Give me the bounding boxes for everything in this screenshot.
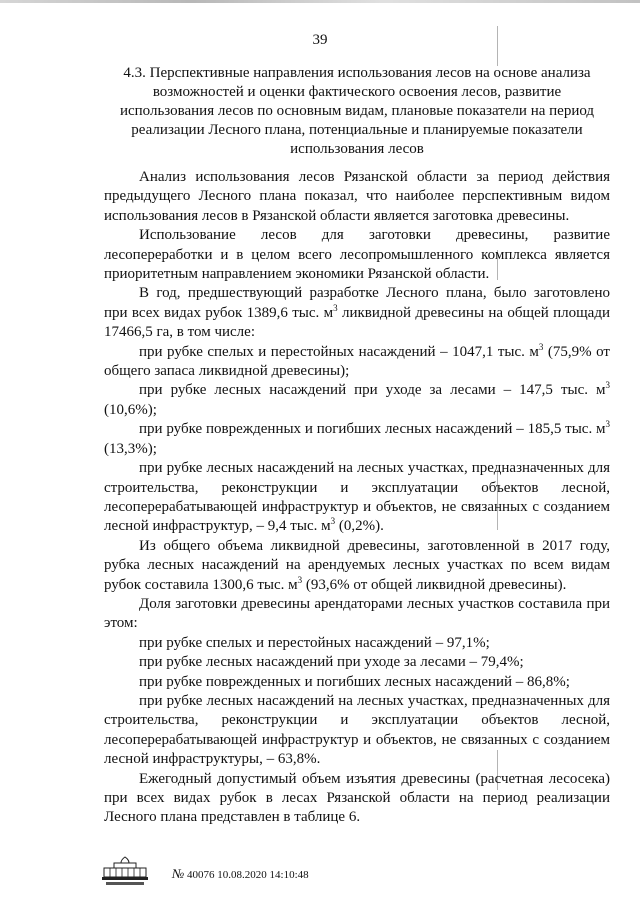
paragraph: Анализ использования лесов Рязанской области за период действия предыдущего Лесного плана показал, что наиболее перспективным видом использования лесов в Рязанской области является заготовка древесины. — [104, 169, 610, 224]
paragraph — [104, 284, 610, 342]
paragraph-text: ликвидной древесины на общей площади 17466,5 га, в том числе: — [104, 304, 611, 341]
list-item: при рубке спелых и перестойных насаждений – 97,1%; — [139, 634, 490, 651]
paragraph-text: (93,6% от общей ликвидной древесины). — [302, 576, 567, 593]
page-number: 39 — [312, 32, 328, 48]
list-item-text: при рубке спелых и перестойных насаждений – 1047,1 тыс. м — [139, 343, 539, 360]
list-item-text: при рубке лесных насаждений на лесных участках, предназначенных для строительства, реконструкции и эксплуатации объектов лесной, лесоперерабатывающей инфраструктур и объектов, не связанных с созданием лесной инфраструктур, – 9,4 тыс. м — [104, 460, 610, 535]
registration-footer — [100, 855, 420, 889]
registration-number: 40076 — [187, 869, 215, 881]
document-body — [104, 168, 610, 828]
paragraph-text: Из общего объема ликвидной древесины, заготовленной в 2017 году, рубка лесных насаждений на арендуемых лесных участках по всем видам рубок составила 1300,6 тыс. м — [104, 537, 610, 593]
registration-stamp-text — [172, 866, 309, 882]
scan-top-edge — [0, 0, 640, 3]
superscript: 3 — [333, 302, 338, 313]
superscript: 3 — [605, 419, 610, 430]
list-item — [104, 381, 610, 420]
superscript: 3 — [297, 574, 303, 585]
paragraph: Использование лесов для заготовки древесины, развитие лесопереработки и в целом всего лесопромышленного комплекса является приоритетным направлением экономики Рязанской области. — [104, 227, 610, 283]
list-item: при рубке поврежденных и погибших лесных насаждений – 86,8%; — [139, 673, 570, 690]
paragraph: Ежегодный допустимый объем изъятия древесины (расчетная лесосека) при всех видах рубок в лесах Рязанской области на период реализации Лесного плана представлен в таблице 6. — [104, 770, 610, 826]
list-item-text: (13,3%); — [104, 440, 157, 457]
list-item-text: при рубке поврежденных и погибших лесных насаждений – 185,5 тыс. м — [139, 421, 606, 438]
superscript: 3 — [330, 516, 336, 527]
section-heading: 4.3. Перспективные направления использования лесов на основе анализа возможностей и оценки фактического освоения лесов, развитие использования лесов по основным видам, плановые показатели на период реализации Лесного плана, потенциальные и планируемые показатели использования лесов — [119, 65, 595, 157]
list-item: при рубке лесных насаждений при уходе за лесами – 79,4%; — [139, 654, 524, 671]
superscript: 3 — [538, 341, 544, 352]
list-item-text: (75,9% от общего запаса ликвидной древесины); — [104, 343, 610, 380]
list-item — [104, 420, 610, 459]
emblem-stamp-icon — [100, 855, 150, 887]
list-item-text: (0,2%). — [335, 518, 384, 535]
list-item-text: (10,6%); — [104, 401, 157, 418]
paragraph: Доля заготовки древесины арендаторами лесных участков составила при этом: — [104, 595, 610, 632]
registration-datetime: 10.08.2020 14:10:48 — [217, 869, 309, 881]
number-sign: № — [172, 866, 185, 881]
list-item — [104, 343, 610, 382]
list-item — [104, 459, 610, 537]
paragraph — [104, 537, 610, 595]
list-item: при рубке лесных насаждений на лесных участках, предназначенных для строительства, реконструкции и эксплуатации объектов лесной, лесоперерабатывающей инфраструктур и объектов, не связанных с созданием лесной инфраструктуры, – 63,8%. — [104, 692, 610, 768]
superscript: 3 — [605, 380, 610, 391]
paragraph-text: В год, предшествующий разработке Лесного плана, было заготовлено при всех видах рубок 1389,6 тыс. м — [104, 285, 610, 321]
list-item-text: при рубке лесных насаждений при уходе за лесами – 147,5 тыс. м — [139, 382, 606, 399]
